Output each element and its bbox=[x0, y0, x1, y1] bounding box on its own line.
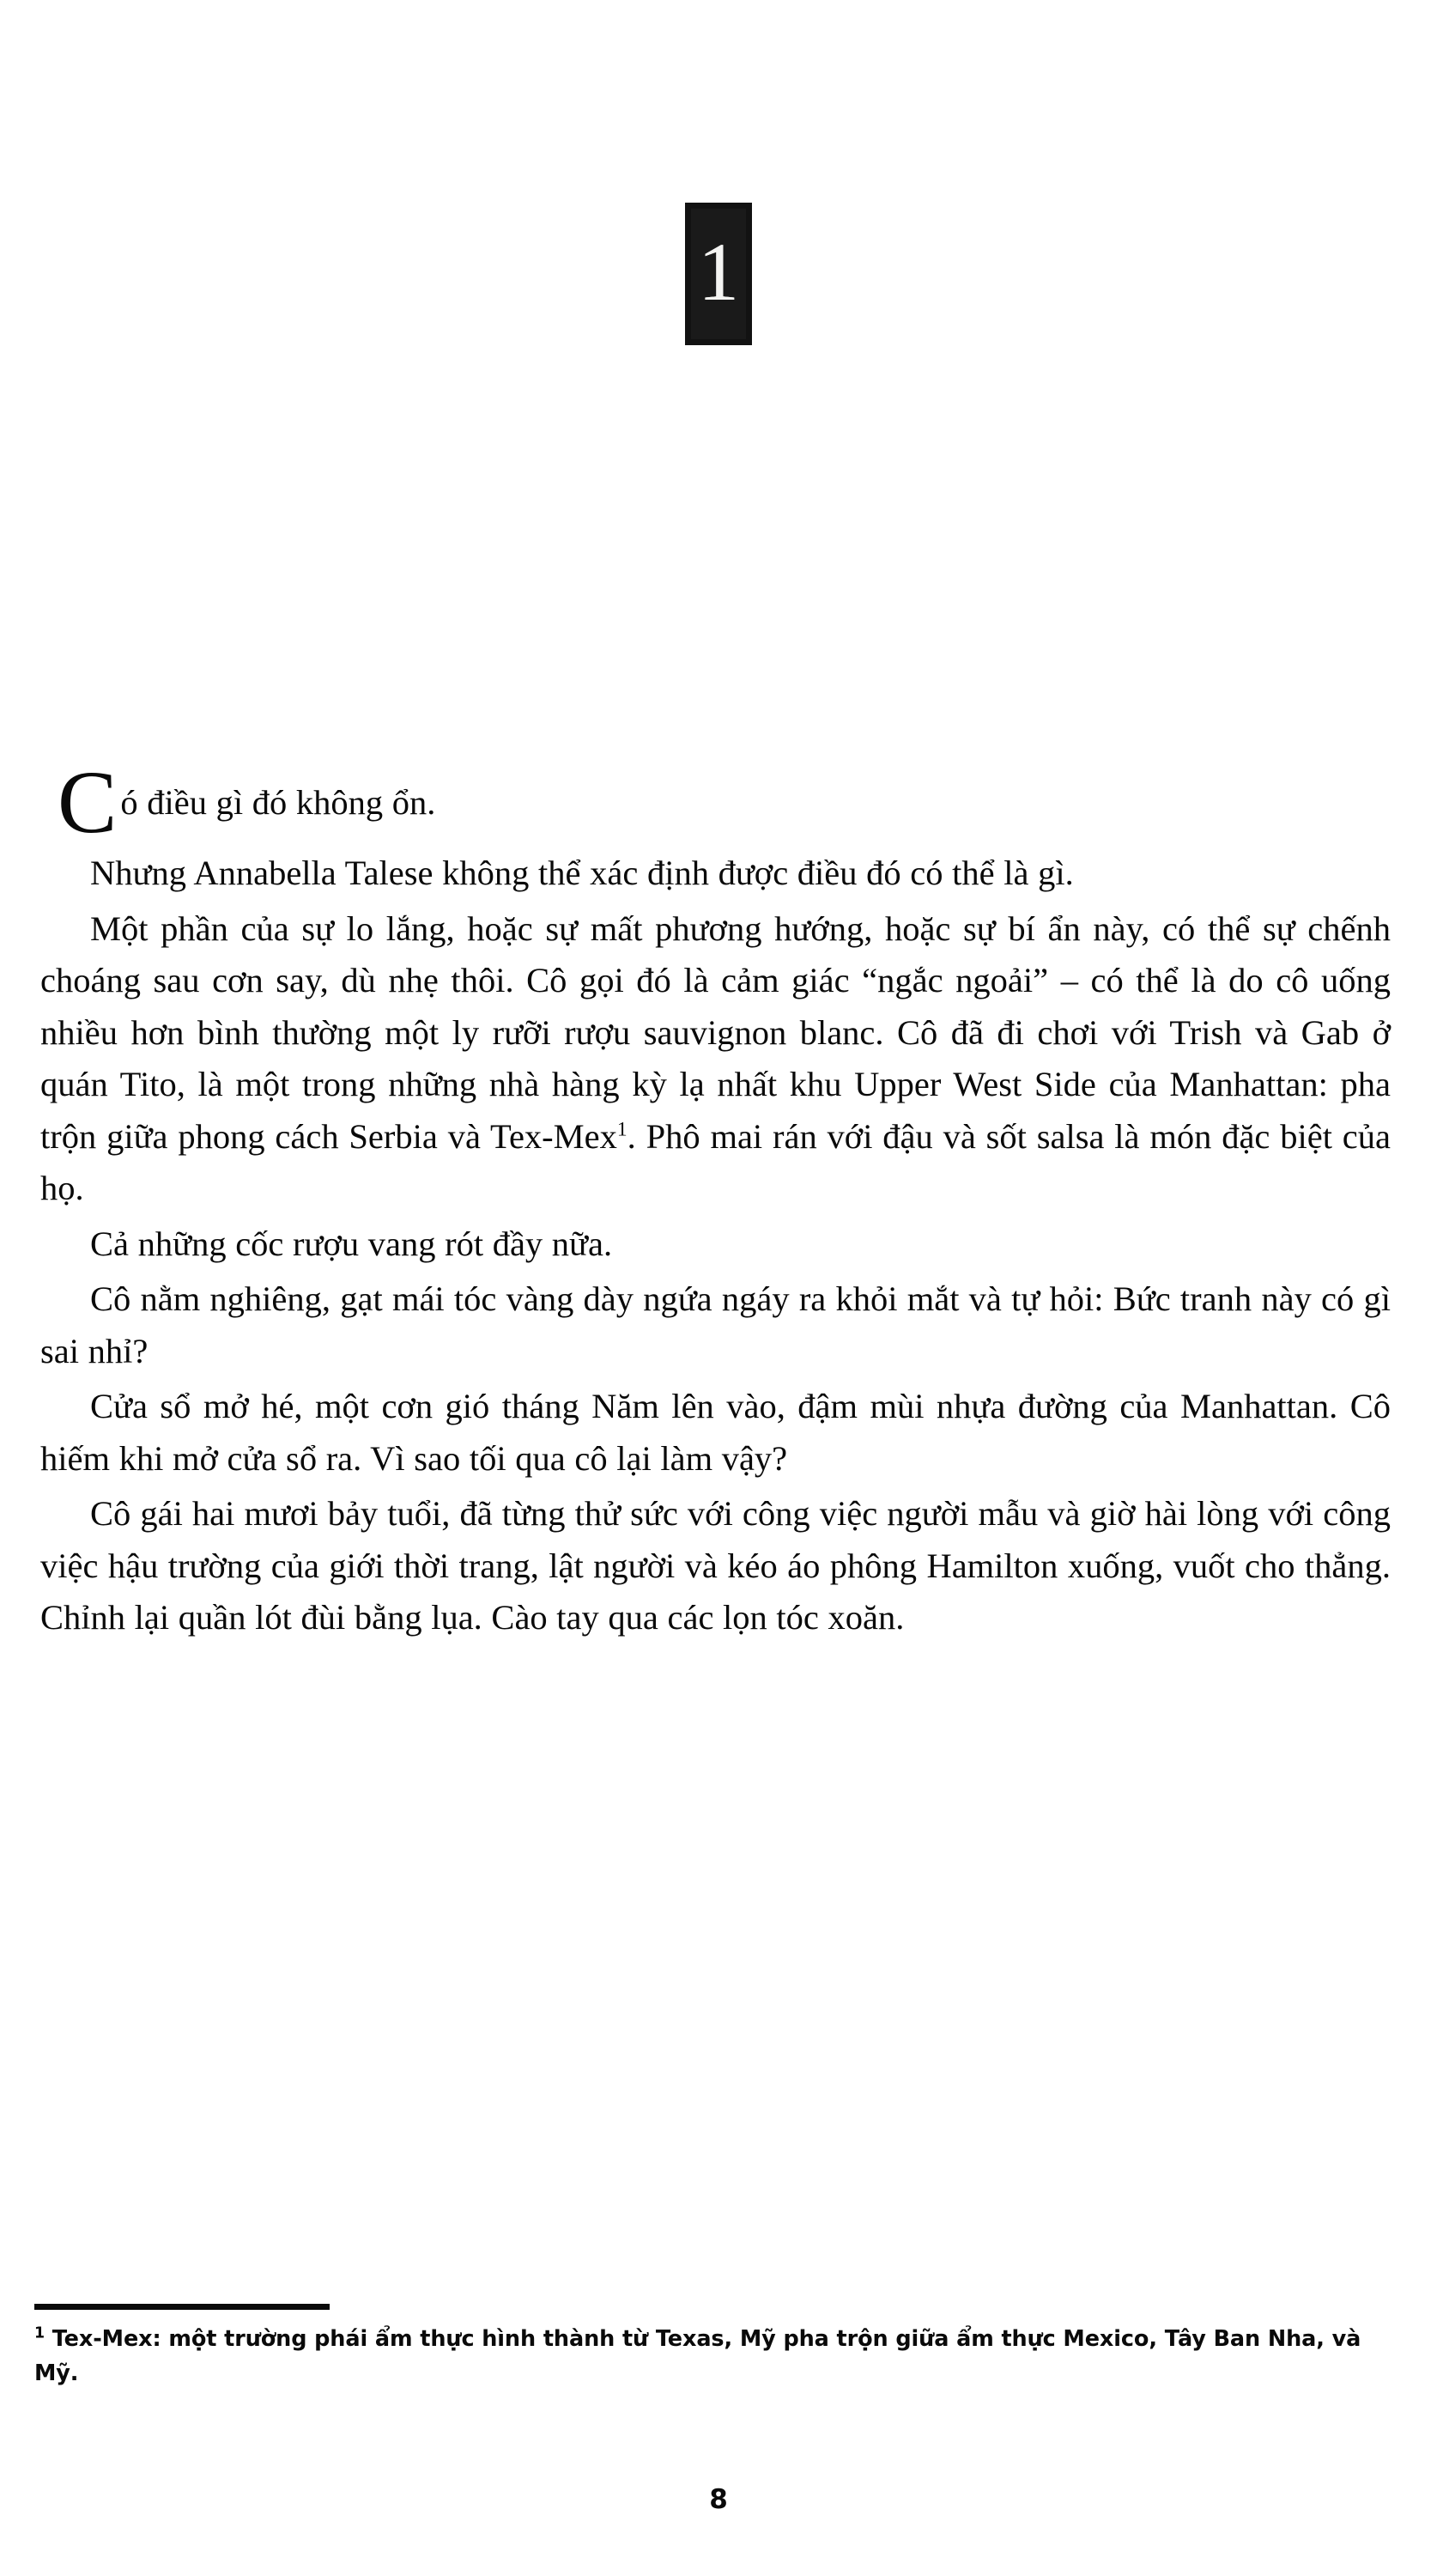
paragraph-6 bbox=[40, 1488, 1391, 1644]
footnote-number: 1 bbox=[34, 2324, 45, 2342]
paragraph-4 bbox=[40, 1273, 1391, 1377]
opening-paragraph bbox=[40, 753, 1391, 852]
paragraph-1-text: Nhưng Annabella Talese không thể xác định được điều đó có thể là gì. bbox=[90, 854, 1074, 892]
paragraph-2 bbox=[40, 903, 1391, 1215]
paragraph-5 bbox=[40, 1381, 1391, 1485]
paragraph-2-text: Một phần của sự lo lắng, hoặc sự mất phương hướng, hoặc sự bí ẩn này, có thể sự chếnh choáng sau cơn say, dù nhẹ thôi. Cô gọi đó là cảm giác “ngắc ngoải” – có thể là do cô uống nhiều hơn bình thường một ly rưỡi rượu sauvignon blanc. Cô đã đi chơi với Trish và Gab ở quán Tito, là một trong những nhà hàng kỳ lạ nhất khu Upper West Side của Manhattan: pha trộn giữa phong cách Serbia và Tex-Mex bbox=[40, 908, 1391, 1156]
paragraph-6-text: Cô gái hai mươi bảy tuổi, đã từng thử sức với công việc người mẫu và giờ hài lòng với công việc hậu trường của giới thời trang, lật người và kéo áo phông Hamilton xuống, vuốt cho thẳng. Chỉnh lại quần lót đùi bằng lụa. Cào tay qua các lọn tóc xoăn. bbox=[40, 1494, 1391, 1637]
paragraph-4-text: Cô nằm nghiêng, gạt mái tóc vàng dày ngứa ngáy ra khỏi mắt và tự hỏi: Bức tranh này có gì sai nhỉ? bbox=[40, 1279, 1391, 1370]
body-text-block bbox=[40, 753, 1391, 1648]
footnote-body-text: Tex-Mex: một trường phái ẩm thực hình thành từ Texas, Mỹ pha trộn giữa ẩm thực Mexico, Tây Ban Nha, và Mỹ. bbox=[34, 2326, 1361, 2386]
chapter-ornament bbox=[0, 203, 1437, 345]
footnote-area bbox=[34, 2304, 1399, 2391]
footnote-reference-marker[interactable]: 1 bbox=[616, 1118, 628, 1140]
chapter-number: 1 bbox=[698, 226, 739, 318]
chapter-number-plate bbox=[685, 203, 752, 345]
opening-paragraph-text: ó điều gì đó không ổn. bbox=[120, 783, 436, 822]
footnote-entry bbox=[34, 2322, 1399, 2391]
drop-cap: C bbox=[58, 753, 118, 852]
paragraph-3-text: Cả những cốc rượu vang rót đầy nữa. bbox=[90, 1224, 613, 1263]
paragraph-1 bbox=[40, 848, 1391, 900]
page-number: 8 bbox=[709, 2484, 728, 2515]
paragraph-3 bbox=[40, 1218, 1391, 1271]
paragraph-5-text: Cửa sổ mở hé, một cơn gió tháng Năm lên vào, đậm mùi nhựa đường của Manhattan. Cô hiếm khi mở cửa sổ ra. Vì sao tối qua cô lại làm vậy? bbox=[40, 1387, 1391, 1478]
paragraph-2-text-tail: . Phô mai rán với đậu và sốt salsa là món đặc biệt của họ. bbox=[40, 1116, 1391, 1207]
footnote-separator-rule bbox=[34, 2304, 330, 2310]
